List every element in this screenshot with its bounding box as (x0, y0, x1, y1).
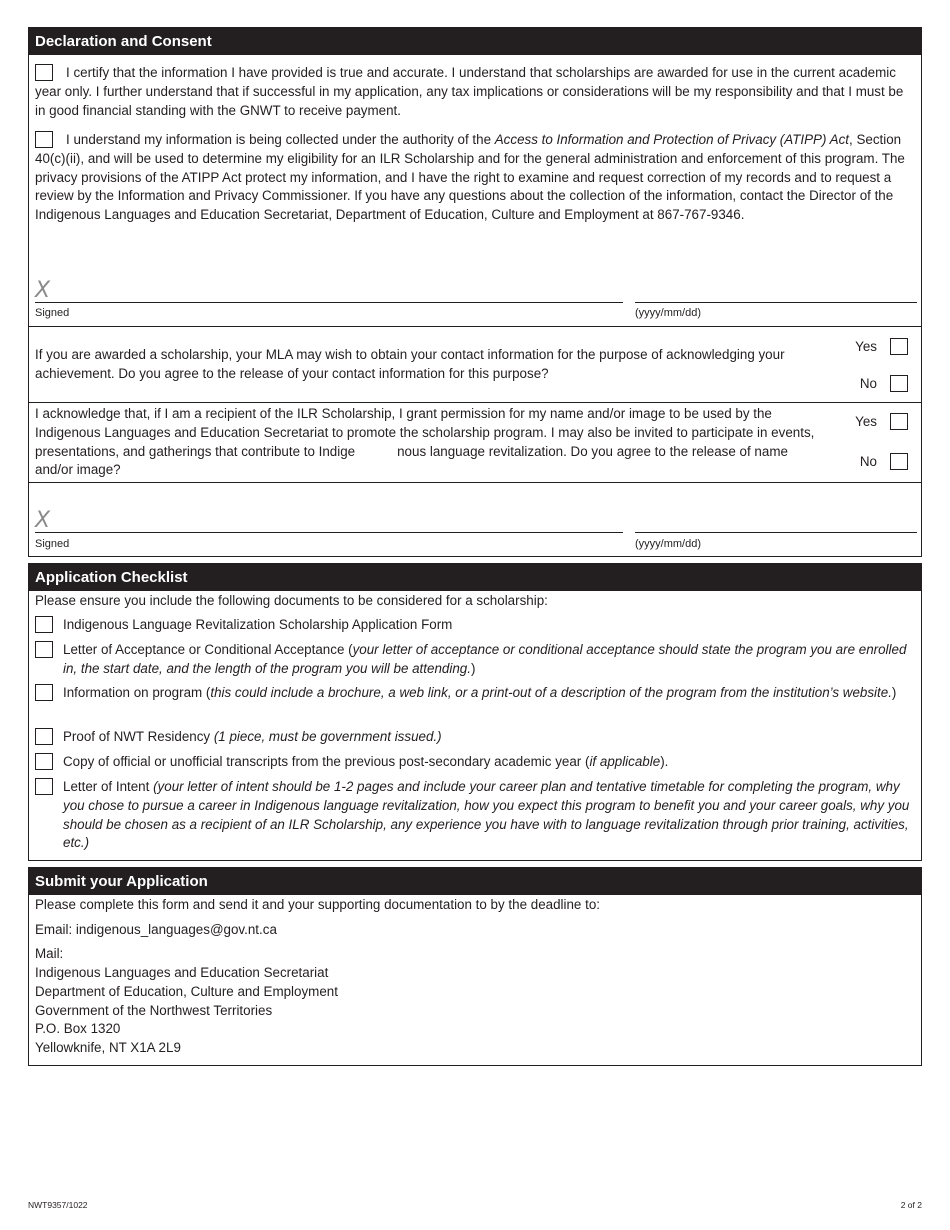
checklist-item (35, 728, 911, 747)
checklist-checkbox[interactable] (35, 778, 53, 795)
checklist-item (35, 616, 911, 635)
privacy-checkbox[interactable] (35, 131, 53, 148)
date-line[interactable] (635, 302, 917, 303)
checklist-item-note: (your letter of intent should be 1-2 pages and include your career plan and tentative timetable for completing the program, why you chose to pursue a career in Indigenous language revitalization, how you expect this program to benefit you and your career goals, why you should be chosen as a recipient of an ILR Scholarship, any experience you have with to language revitalization through prior training, activities, etc.) (63, 779, 910, 851)
signature-line[interactable] (35, 302, 623, 303)
declaration-section (28, 27, 922, 557)
checklist-checkbox[interactable] (35, 641, 53, 658)
date-line[interactable] (635, 532, 917, 533)
submit-section (28, 867, 922, 1066)
note-open: ( (344, 642, 353, 657)
checklist-section (28, 563, 922, 861)
image-consent-text-pre: I acknowledge that, if I am a recipient of the ILR Scholarship, I grant permission for my name and/or image to be used by the Indigenous Languages and Education Secretariat to promote the scholarship program. I may also be invited to participate in events, presentations, and gatherings that contribute to Indige (35, 406, 815, 459)
checklist-item (35, 778, 911, 853)
checklist-intro: Please ensure you include the following documents to be considered for a scholarship: (35, 593, 548, 608)
certify-checkbox[interactable] (35, 64, 53, 81)
signature-line[interactable] (35, 532, 623, 533)
signed-label: Signed (35, 307, 70, 319)
signature-mark: X (35, 508, 51, 533)
divider (29, 402, 921, 403)
signed-label: Signed (35, 538, 70, 550)
note-open: ( (581, 754, 590, 769)
image-no-label: No (859, 454, 877, 469)
checklist-item (35, 641, 911, 679)
signature-mark: X (35, 278, 51, 303)
checklist-item-label: Copy of official or unofficial transcripts from the previous post-secondary academic year (63, 754, 582, 769)
atipp-act-name: Access to Information and Protection of Privacy (ATIPP) Act (494, 132, 849, 147)
form-code: NWT9357/1022 (28, 1200, 88, 1210)
checklist-item-note: if applicable (589, 754, 661, 769)
note-close: ) (891, 685, 897, 700)
image-yes-label: Yes (855, 414, 877, 429)
note-close: ). (660, 754, 669, 769)
image-no-checkbox[interactable] (890, 453, 908, 470)
address-line: Department of Education, Culture and Employment (35, 984, 338, 999)
checklist-item-note: your letter of acceptance or conditional acceptance should state the program you are enrolled in, the start date, and the length of the program you will be attending. (63, 642, 907, 676)
privacy-text-pre: I understand my information is being collected under the authority of the (66, 132, 495, 147)
mla-no-checkbox[interactable] (890, 375, 908, 392)
checklist-checkbox[interactable] (35, 684, 53, 701)
privacy-text-post: , Section 40(c)(ii), and will be used to determine my eligibility for an ILR Scholarship and for the general administration and enforcement of this program. The privacy provisions of the ATIPP Act protect my information, and I have the right to examine and request correction of my records and to request a review by the Information and Privacy Commissioner. If you have any questions about the collection of the information, contact the Director of the Indigenous Languages and Education Secretariat, Department of Education, Culture and Employment at 867-767-9346. (35, 132, 905, 223)
image-consent-question (35, 405, 821, 480)
divider (29, 482, 921, 483)
checklist-item-label: Information on program (63, 685, 203, 700)
checklist-item-label: Letter of Acceptance or Conditional Acceptance (63, 642, 345, 657)
checklist-item-label: Proof of NWT Residency (63, 729, 211, 744)
checklist-item-label: Indigenous Language Revitalization Scholarship Application Form (63, 617, 453, 632)
address-line: Indigenous Languages and Education Secretariat (35, 965, 329, 980)
checklist-item (35, 684, 911, 703)
note-open: ( (202, 685, 211, 700)
address-line: Yellowknife, NT X1A 2L9 (35, 1040, 181, 1055)
checklist-title: Application Checklist (29, 564, 921, 591)
note-close: ) (470, 660, 476, 676)
image-consent-text-post: nous language revitalization. Do you agree to the release of name and/or image? (35, 443, 788, 478)
certify-paragraph (35, 64, 913, 120)
mail-label: Mail: (35, 946, 64, 961)
date-label: (yyyy/mm/dd) (635, 538, 701, 550)
address-line: P.O. Box 1320 (35, 1021, 121, 1036)
page-number: 2 of 2 (900, 1200, 922, 1210)
submit-title: Submit your Application (29, 868, 921, 895)
checklist-item (35, 753, 911, 772)
date-label: (yyyy/mm/dd) (635, 307, 701, 319)
checklist-checkbox[interactable] (35, 753, 53, 770)
mla-yes-label: Yes (855, 339, 877, 354)
submit-email: Email: indigenous_languages@gov.nt.ca (35, 922, 277, 937)
checklist-item-note: this could include a brochure, a web link, or a print-out of a description of the program from the institution’s website. (210, 685, 892, 700)
divider (29, 326, 921, 327)
mla-yes-checkbox[interactable] (890, 338, 908, 355)
privacy-paragraph (35, 131, 913, 225)
checklist-checkbox[interactable] (35, 728, 53, 745)
checklist-item-label: Letter of Intent (63, 779, 150, 794)
declaration-title: Declaration and Consent (29, 28, 921, 55)
checklist-item-note: (1 piece, must be government issued.) (213, 729, 442, 744)
checklist-checkbox[interactable] (35, 616, 53, 633)
certify-text: I certify that the information I have provided is true and accurate. I understand that scholarships are awarded for use in the current academic year only. I further understand that if successful in my application, any tax implications or considerations will be my responsibility and that I must be in good financial standing with the GNWT to receive payment. (35, 65, 904, 118)
address-line: Government of the Northwest Territories (35, 1003, 273, 1018)
mla-question: If you are awarded a scholarship, your MLA may wish to obtain your contact information for the purpose of acknowledging your achievement. Do you agree to the release of your contact information for this purpose? (35, 347, 785, 381)
image-yes-checkbox[interactable] (890, 413, 908, 430)
mla-no-label: No (859, 376, 877, 391)
submit-intro: Please complete this form and send it and your supporting documentation to by the deadline to: (35, 897, 600, 912)
